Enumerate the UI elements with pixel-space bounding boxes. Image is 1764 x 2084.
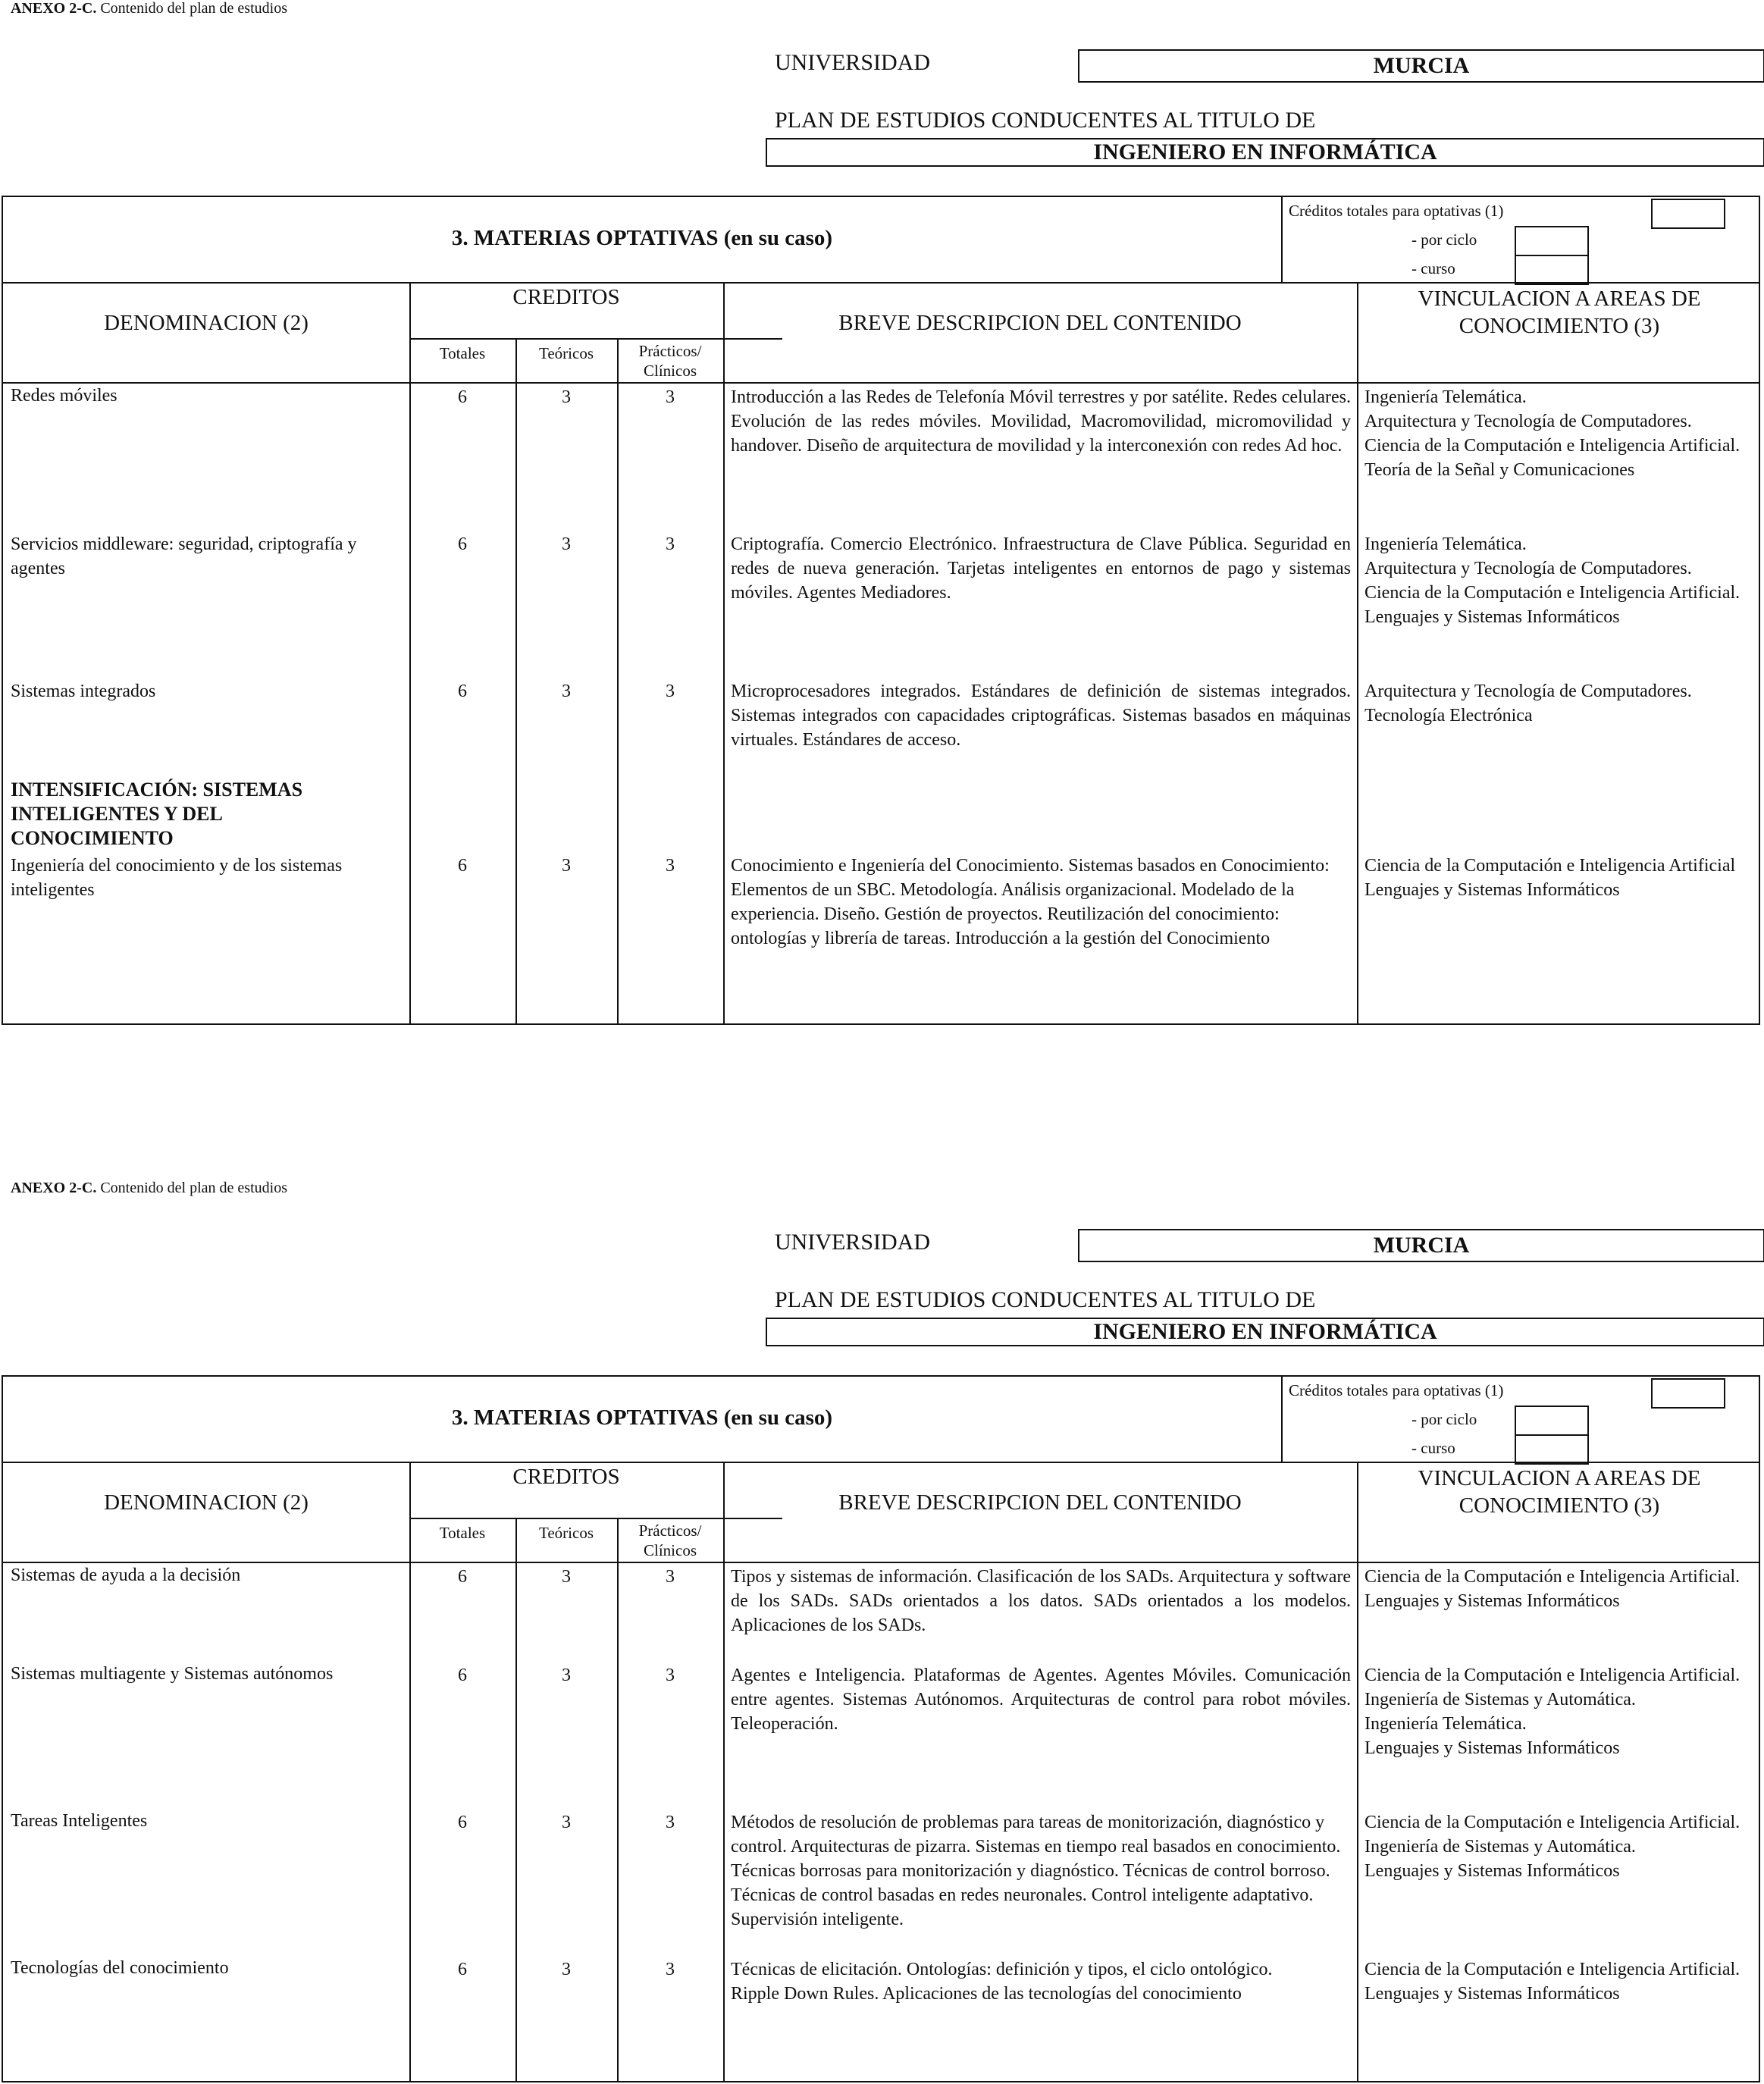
row-teoricos: 3 [562,856,571,876]
col-teoricos: Teóricos [538,344,594,362]
optional-subjects-table [2,1375,1760,2082]
area-item: Lenguajes y Sistemas Informáticos [1365,1984,1620,2004]
area-item: Lenguajes y Sistemas Informáticos [1365,1861,1620,1881]
area-item: Lenguajes y Sistemas Informáticos [1365,607,1620,627]
row-totales: 6 [458,387,467,407]
col-practicos: Prácticos/ Clínicos [638,342,702,380]
row-description: Tipos y sistemas de información. Clasificación de los SADs. Arquitectura y software de los SADs. SADs orientados a los datos. SADs orientados a los modelos. Aplicaciones de los SADs. [731,1567,1351,1635]
annex-header [11,1180,287,1197]
credits-total-box[interactable] [1651,1378,1725,1409]
row-teoricos: 3 [562,534,571,554]
col-creditos: CREDITOS [512,285,620,309]
row-totales: 6 [458,1666,467,1685]
row-practicos: 3 [666,1567,675,1587]
credits-total-label: Créditos totales para optativas (1) [1289,202,1504,220]
page-2 [0,1180,1764,2084]
per-course-label: - curso [1412,1439,1455,1457]
row-teoricos: 3 [562,387,571,407]
row-practicos: 3 [666,682,675,701]
row-areas [1365,1957,1759,2006]
area-item: Tecnología Electrónica [1365,706,1533,725]
area-item: Lenguajes y Sistemas Informáticos [1365,1738,1620,1758]
row-practicos: 3 [666,1960,675,1979]
area-item: Arquitectura y Tecnología de Computadores. [1365,682,1692,701]
area-item: Ciencia de la Computación e Inteligencia Artificial. [1365,436,1741,456]
row-practicos: 3 [666,1666,675,1685]
annex-label: ANEXO 2-C. [11,1180,97,1196]
area-item: Lenguajes y Sistemas Informáticos [1365,1591,1620,1611]
row-areas [1365,1663,1759,1760]
degree-box: INGENIERO EN INFORMÁTICA [766,138,1764,167]
row-totales: 6 [458,1567,467,1587]
area-item: Ciencia de la Computación e Inteligencia Artificial. [1365,1960,1741,1979]
row-teoricos: 3 [562,1960,571,1979]
per-course-label: - curso [1412,259,1455,277]
area-item: Ingeniería Telemática. [1365,1714,1527,1734]
plan-label: PLAN DE ESTUDIOS CONDUCENTES AL TITULO DE [775,1287,1316,1312]
university-label: UNIVERSIDAD [775,50,930,75]
annex-label: ANEXO 2-C. [11,0,97,17]
credits-total-box[interactable] [1651,199,1725,229]
row-name: Sistemas de ayuda a la decisión [11,1565,241,1585]
area-item: Teoría de la Señal y Comunicaciones [1365,460,1635,480]
university-box: MURCIA [1078,49,1764,83]
row-description: Criptografía. Comercio Electrónico. Infraestructura de Clave Pública. Seguridad en redes de nueva generación. Tarjetas inteligentes en entornos de pago y sistemas móviles. Agentes Mediadores. [731,534,1351,603]
row-practicos: 3 [666,534,675,554]
section-title: 3. MATERIAS OPTATIVAS (en su caso) [451,226,833,250]
optional-subjects-table [2,196,1760,1025]
col-vinculacion: VINCULACION A AREAS DE CONOCIMIENTO (3) [1418,287,1701,338]
area-item: Ciencia de la Computación e Inteligencia Artificial. [1365,1813,1741,1832]
area-item: Ciencia de la Computación e Inteligencia Artificial. [1365,1666,1741,1685]
university-box: MURCIA [1078,1229,1764,1262]
col-practicos: Prácticos/ Clínicos [638,1521,702,1559]
area-item: Ingeniería Telemática. [1365,387,1527,407]
area-item: Arquitectura y Tecnología de Computadores. [1365,559,1692,578]
per-cycle-box[interactable] [1515,1406,1589,1436]
row-description: Agentes e Inteligencia. Plataformas de Agentes. Agentes Móviles. Comunicación entre agentes. Sistemas Autónomos. Arquitecturas de control para robot móviles. Teleoperación. [731,1666,1351,1734]
per-cycle-label: - por ciclo [1412,230,1477,249]
row-name: Servicios middleware: seguridad, criptografía y agentes [11,534,357,578]
per-cycle-label: - por ciclo [1412,1410,1477,1428]
row-totales: 6 [458,682,467,701]
row-name: Tareas Inteligentes [11,1811,148,1831]
annex-subtitle: Contenido del plan de estudios [100,0,287,17]
row-areas [1365,679,1759,728]
row-totales: 6 [458,856,467,876]
row-name: Sistemas integrados [11,682,156,701]
area-item: Ciencia de la Computación e Inteligencia Artificial [1365,856,1736,876]
row-teoricos: 3 [562,1666,571,1685]
area-item: Ingeniería Telemática. [1365,534,1527,554]
row-practicos: 3 [666,856,675,876]
intensification-heading: INTENSIFICACIÓN: SISTEMAS INTELIGENTES Y DEL CONOCIMIENTO [11,779,303,849]
area-item: Ingeniería de Sistemas y Automática. [1365,1690,1636,1710]
row-description: Conocimiento e Ingeniería del Conocimiento. Sistemas basados en Conocimiento: Elementos de un SBC. Metodología. Análisis organizacional. Modelado de la experiencia. Diseño. Gestión de proyectos. Reutilización del conocimiento: ontologías y librería de tareas. Introducción a la gestión del Conocimiento [731,856,1330,948]
per-course-box[interactable] [1515,255,1589,285]
row-totales: 6 [458,1960,467,1979]
area-item: Ciencia de la Computación e Inteligencia Artificial. [1365,1567,1741,1587]
row-totales: 6 [458,534,467,554]
row-teoricos: 3 [562,1567,571,1587]
row-teoricos: 3 [562,1813,571,1832]
row-description: Introducción a las Redes de Telefonía Móvil terrestres y por satélite. Redes celulares. Evolución de las redes móviles. Movilidad, Macromovilidad, micromovilidad y handover. Diseño de arquitectura de movilidad y la interconexión con redes Ad hoc. [731,387,1351,456]
annex-header [11,0,287,17]
col-denominacion: DENOMINACION (2) [104,311,309,335]
university-label: UNIVERSIDAD [775,1230,930,1255]
col-vinculacion: VINCULACION A AREAS DE CONOCIMIENTO (3) [1418,1466,1701,1518]
row-name: Tecnologías del conocimiento [11,1958,229,1978]
area-item: Arquitectura y Tecnología de Computadores. [1365,412,1692,431]
area-item: Lenguajes y Sistemas Informáticos [1365,880,1620,900]
degree-box: INGENIERO EN INFORMÁTICA [766,1318,1764,1346]
col-creditos: CREDITOS [512,1465,620,1489]
row-areas [1365,1810,1759,1883]
annex-subtitle: Contenido del plan de estudios [100,1180,287,1196]
row-name: Ingeniería del conocimiento y de los sistemas inteligentes [11,856,343,900]
row-practicos: 3 [666,387,675,407]
row-areas [1365,532,1759,629]
col-descripcion: BREVE DESCRIPCION DEL CONTENIDO [838,1490,1242,1515]
row-areas [1365,385,1759,482]
row-totales: 6 [458,1813,467,1832]
col-denominacion: DENOMINACION (2) [104,1490,309,1515]
credits-total-label: Créditos totales para optativas (1) [1289,1381,1504,1399]
col-totales: Totales [439,1524,486,1542]
per-cycle-box[interactable] [1515,226,1589,256]
col-totales: Totales [439,344,486,362]
row-description: Técnicas de elicitación. Ontologías: definición y tipos, el ciclo ontológico. Ripple Down Rules. Aplicaciones de las tecnologías del conocimiento [731,1960,1273,2004]
row-practicos: 3 [666,1813,675,1832]
plan-label: PLAN DE ESTUDIOS CONDUCENTES AL TITULO DE [775,108,1316,133]
col-descripcion: BREVE DESCRIPCION DEL CONTENIDO [838,311,1242,335]
section-title: 3. MATERIAS OPTATIVAS (en su caso) [451,1406,833,1430]
per-course-box[interactable] [1515,1434,1589,1465]
row-description: Microprocesadores integrados. Estándares de definición de sistemas integrados. Sistemas integrados con capacidades criptográficas. Sistemas basados en máquinas virtuales. Estándares de acceso. [731,682,1351,750]
row-teoricos: 3 [562,682,571,701]
row-name: Sistemas multiagente y Sistemas autónomos [11,1664,334,1684]
col-teoricos: Teóricos [538,1524,594,1542]
row-areas [1365,1565,1759,1613]
row-name: Redes móviles [11,386,117,406]
area-item: Ingeniería de Sistemas y Automática. [1365,1837,1636,1857]
row-description: Métodos de resolución de problemas para tareas de monitorización, diagnóstico y control. Arquitecturas de pizarra. Sistemas en tiempo real basados en conocimiento. Técnicas borrosas para monitorización y diagnóstico. Técnicas de control borroso. Técnicas de control basadas en redes neuronales. Control inteligente adaptativo. Supervisión inteligente. [731,1813,1341,1929]
area-item: Ciencia de la Computación e Inteligencia Artificial. [1365,583,1741,603]
row-areas [1365,854,1759,902]
